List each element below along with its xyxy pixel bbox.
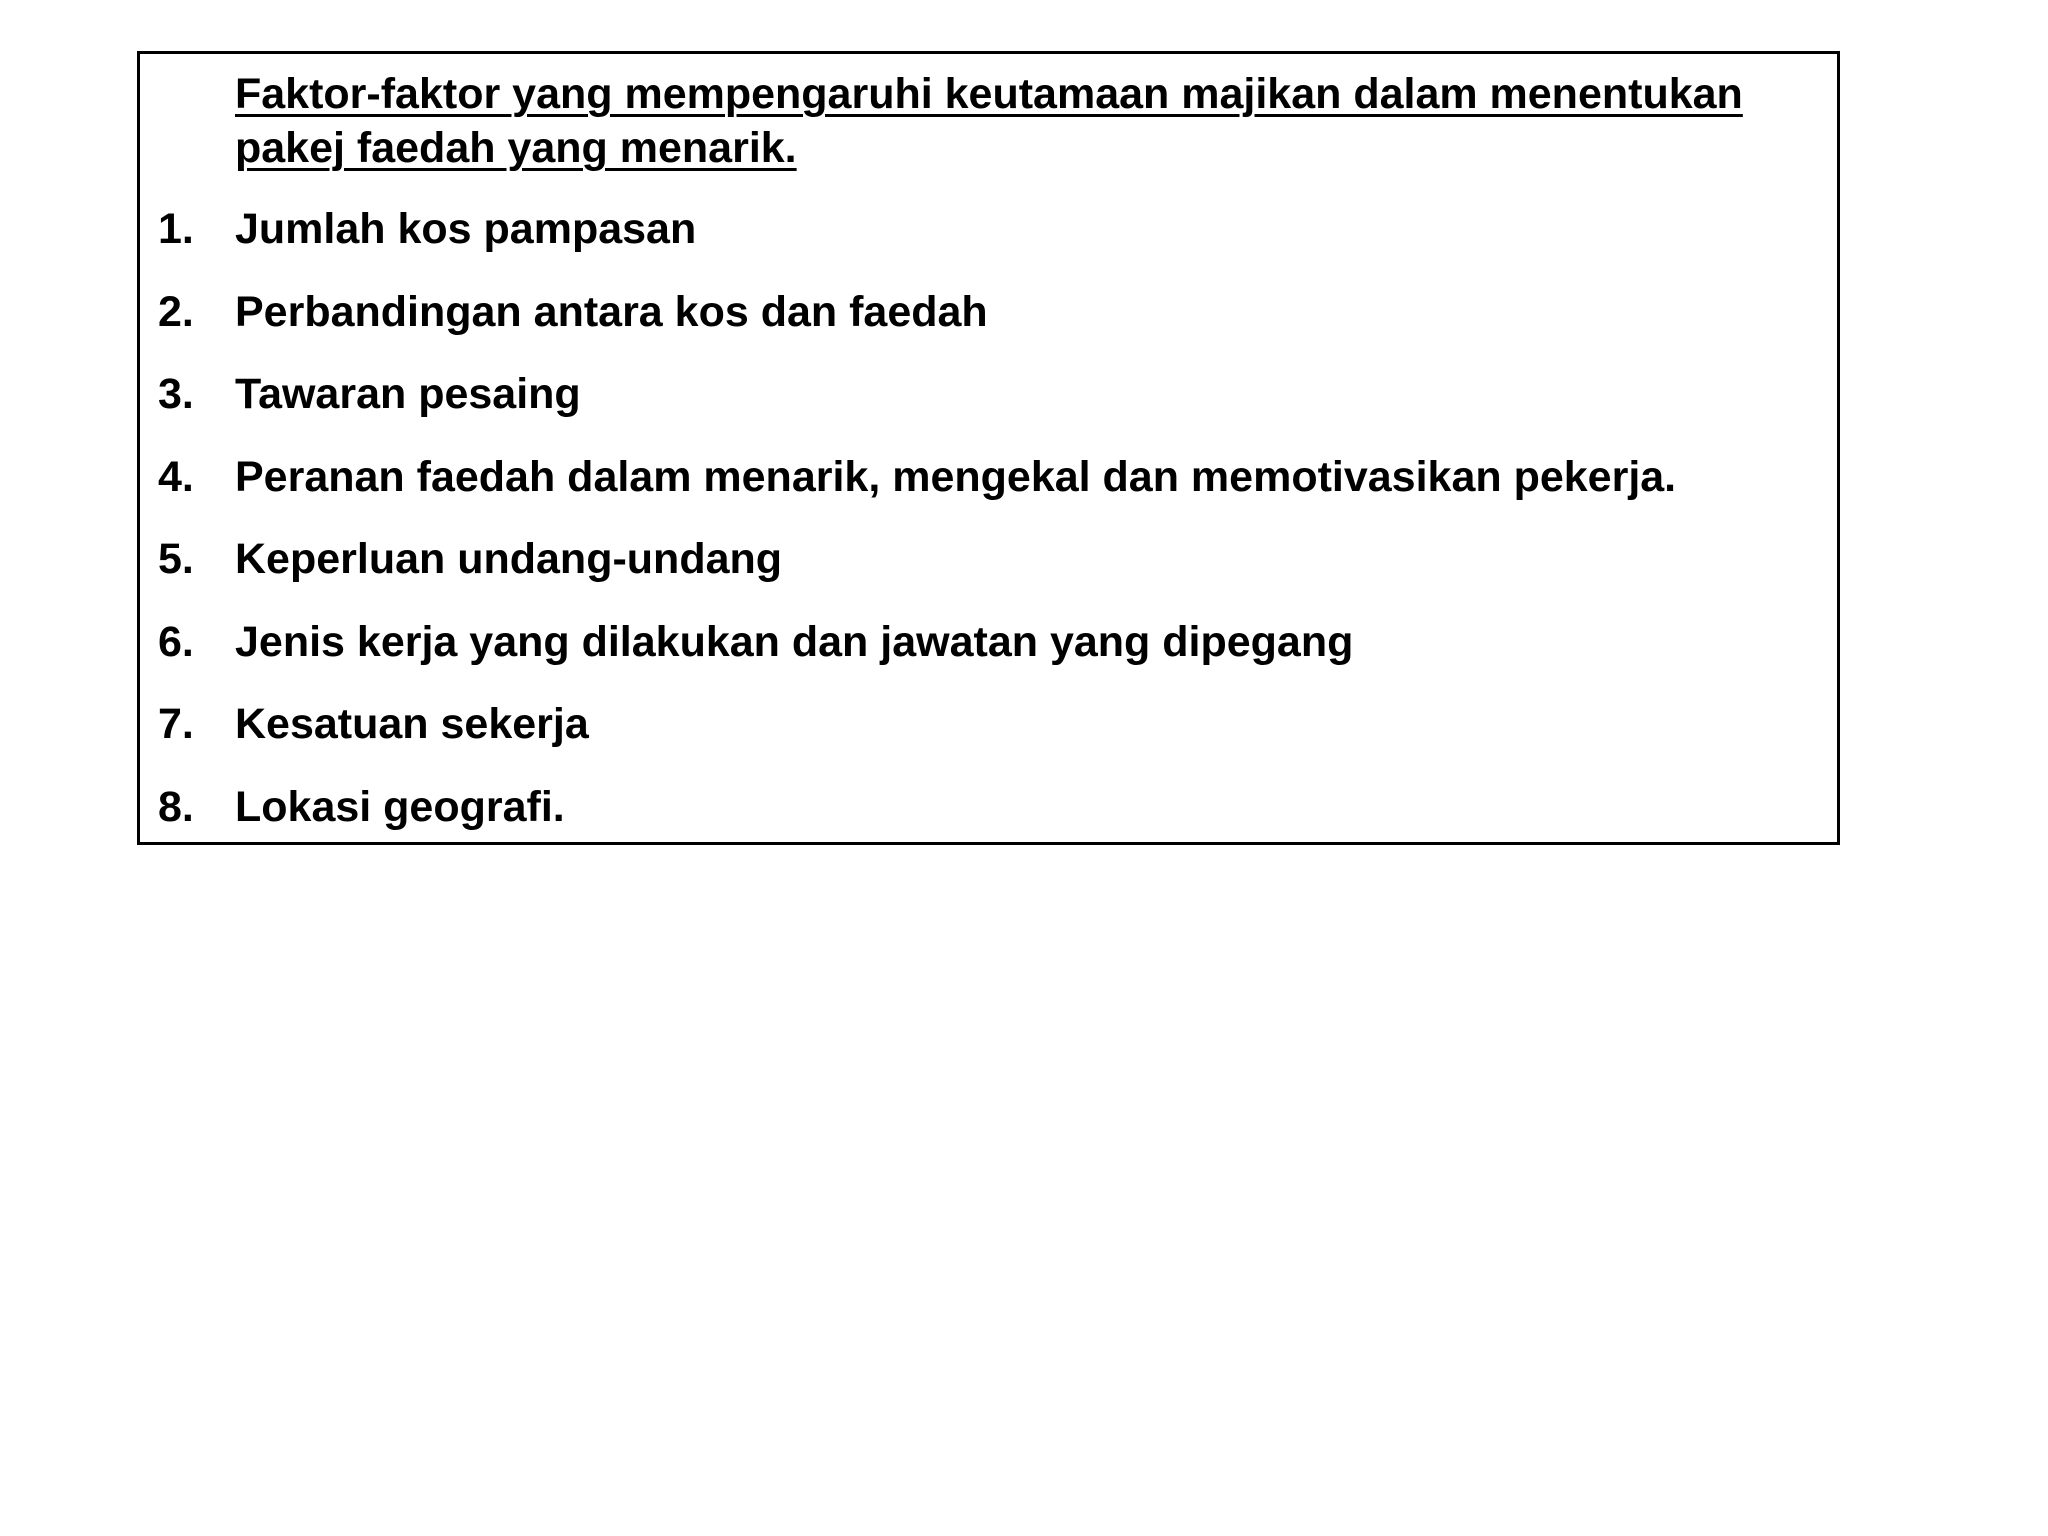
list-item: [158, 526, 1818, 609]
list-item: [158, 609, 1818, 692]
list-item-number: 4.: [158, 452, 194, 501]
list-item-text: Peranan faedah dalam menarik, mengekal dan memotivasikan pekerja.: [235, 452, 1677, 501]
list-item-text: Lokasi geografi.: [235, 782, 565, 831]
list-item-text: Keperluan undang-undang: [235, 535, 783, 583]
slide-heading: Faktor-faktor yang mempengaruhi keutamaan majikan dalam menentukan pakej faedah yang menarik.: [235, 70, 1743, 172]
list-item-number: 5.: [158, 535, 194, 583]
list-item-number: 8.: [158, 782, 194, 831]
list-item-text: Jenis kerja yang dilakukan dan jawatan yang dipegang: [235, 617, 1354, 666]
list-item-text: Jumlah kos pampasan: [235, 205, 697, 253]
list-item: [158, 774, 1818, 857]
list-item-number: 3.: [158, 370, 194, 418]
list-item: [158, 444, 1818, 527]
list-item-number: 2.: [158, 287, 194, 336]
list-item: [158, 279, 1818, 362]
list-item: [158, 361, 1818, 444]
factor-list: [158, 196, 1818, 856]
list-item: [158, 691, 1818, 774]
list-item-text: Perbandingan antara kos dan faedah: [235, 287, 988, 336]
list-item: [158, 196, 1818, 279]
list-item-number: 6.: [158, 617, 194, 666]
list-item-number: 1.: [158, 205, 194, 253]
list-item-number: 7.: [158, 700, 194, 748]
list-item-text: Kesatuan sekerja: [235, 700, 589, 748]
list-item-text: Tawaran pesaing: [235, 370, 581, 418]
